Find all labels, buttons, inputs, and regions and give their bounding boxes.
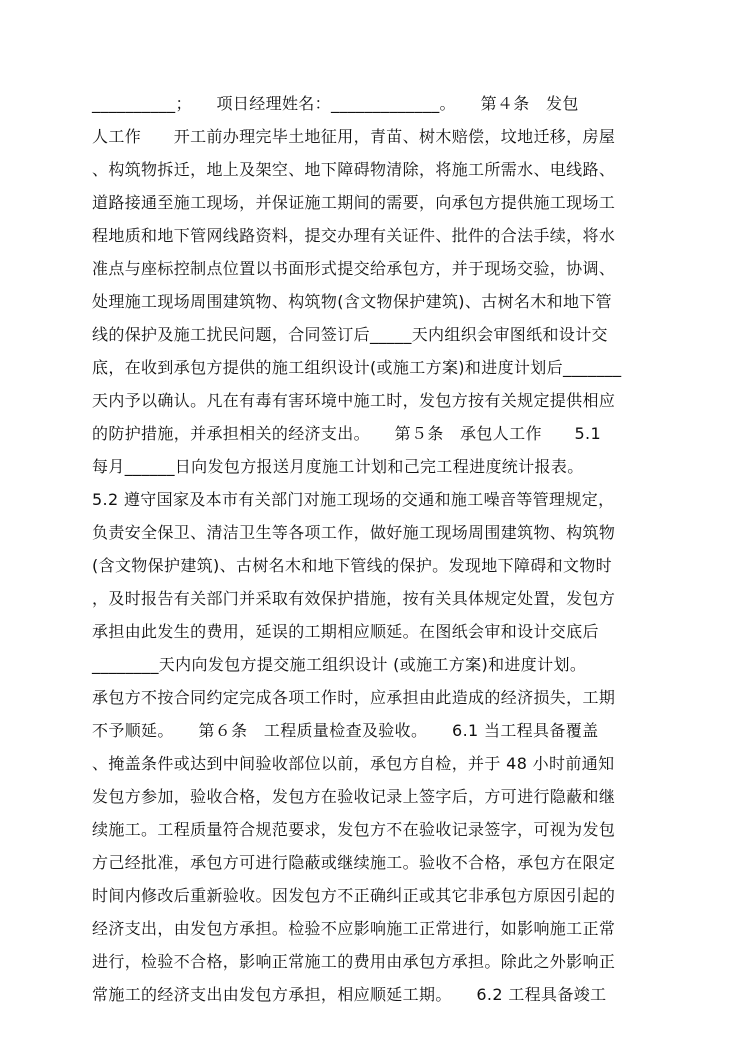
text-line-2: 人工作 开工前办理完毕土地征用，青苗、树木赔偿，坟地迁移，房屋 — [92, 127, 616, 146]
text-line-13: 5.2 遵守国家及本市有关部门对施工现场的交通和施工噪音等管理规定， — [92, 490, 615, 509]
text-line-27: 进行，检验不合格，影响正常施工的费用由承包方承担。除此之外影响正 — [92, 952, 616, 971]
text-line-21: 、掩盖条件或达到中间验收部位以前，承包方自检，并于 48 小时前通知 — [92, 754, 615, 773]
text-line-25: 时间内修改后重新验收。因发包方不正确纠正或其它非承包方原因引起的 — [92, 886, 616, 905]
text-line-8: 线的保护及施工扰民问题，合同签订后_____天内组织会审图纸和设计交 — [92, 325, 608, 344]
text-line-17: 承担由此发生的费用，延误的工期相应顺延。在图纸会审和设计交底后 — [92, 622, 599, 641]
text-line-19: 承包方不按合同约定完成各项工作时，应承担由此造成的经济损失，工期 — [92, 688, 616, 707]
text-line-9: 底，在收到承包方提供的施工组织设计(或施工方案)和进度计划后_______ — [92, 358, 622, 377]
text-line-10: 天内予以确认。凡在有毒有害环境中施工时，发包方按有关规定提供相应 — [92, 391, 616, 410]
text-line-20: 不予顺延。 第６条 工程质量检查及验收。 6.1 当工程具备覆盖 — [92, 721, 599, 740]
text-line-22: 发包方参加，验收合格，发包方在验收记录上签字后，方可进行隐蔽和继 — [92, 787, 616, 806]
text-line-15: (含文物保护建筑)、古树名木和地下管线的保护。发现地下障碍和文物时 — [92, 556, 613, 575]
text-line-1: __________； 项日经理姓名：_____________。 第４条 发包 — [92, 94, 579, 113]
text-line-4: 道路接通至施工现场，并保证施工期间的需要，向承包方提供施工现场工 — [92, 193, 616, 212]
text-line-28: 常施工的经济支出由发包方承担，相应顺延工期。 6.2 工程具备竣工 — [92, 985, 607, 1004]
text-line-14: 负责安全保卫、清洁卫生等各项工作，做好施工现场周围建筑物、构筑物 — [92, 523, 616, 542]
text-line-16: ，及时报告有关部门并采取有效保护措施，按有关具体规定处置，发包方 — [92, 589, 616, 608]
text-line-6: 准点与座标控制点位置以书面形式提交给承包方，并于现场交验，协调、 — [92, 259, 616, 278]
text-line-7: 处理施工现场周围建筑物、构筑物(含文物保护建筑)、古树名木和地下管 — [92, 292, 613, 311]
text-line-23: 续施工。工程质量符合规范要求，发包方不在验收记录签字，可视为发包 — [92, 820, 616, 839]
text-line-24: 方己经批准，承包方可进行隐蔽或继续施工。验收不合格，承包方在限定 — [92, 853, 616, 872]
text-line-12: 每月______日向发包方报送月度施工计划和己完工程进度统计报表。 — [92, 457, 584, 476]
text-line-5: 程地质和地下管网线路资料，提交办理有关证件、批件的合法手续，将水 — [92, 226, 616, 245]
text-line-18: ________天内向发包方提交施工组织设计 (或施工方案)和进度计划。 — [92, 655, 587, 674]
text-line-3: 、构筑物拆迁，地上及架空、地下障碍物清除，将施工所需水、电线路、 — [92, 160, 616, 179]
text-line-26: 经济支出，由发包方承担。检验不应影响施工正常进行，如影响施工正常 — [92, 919, 616, 938]
text-line-11: 的防护措施，并承担相关的经济支出。 第５条 承包人工作 5.1 — [92, 424, 601, 443]
